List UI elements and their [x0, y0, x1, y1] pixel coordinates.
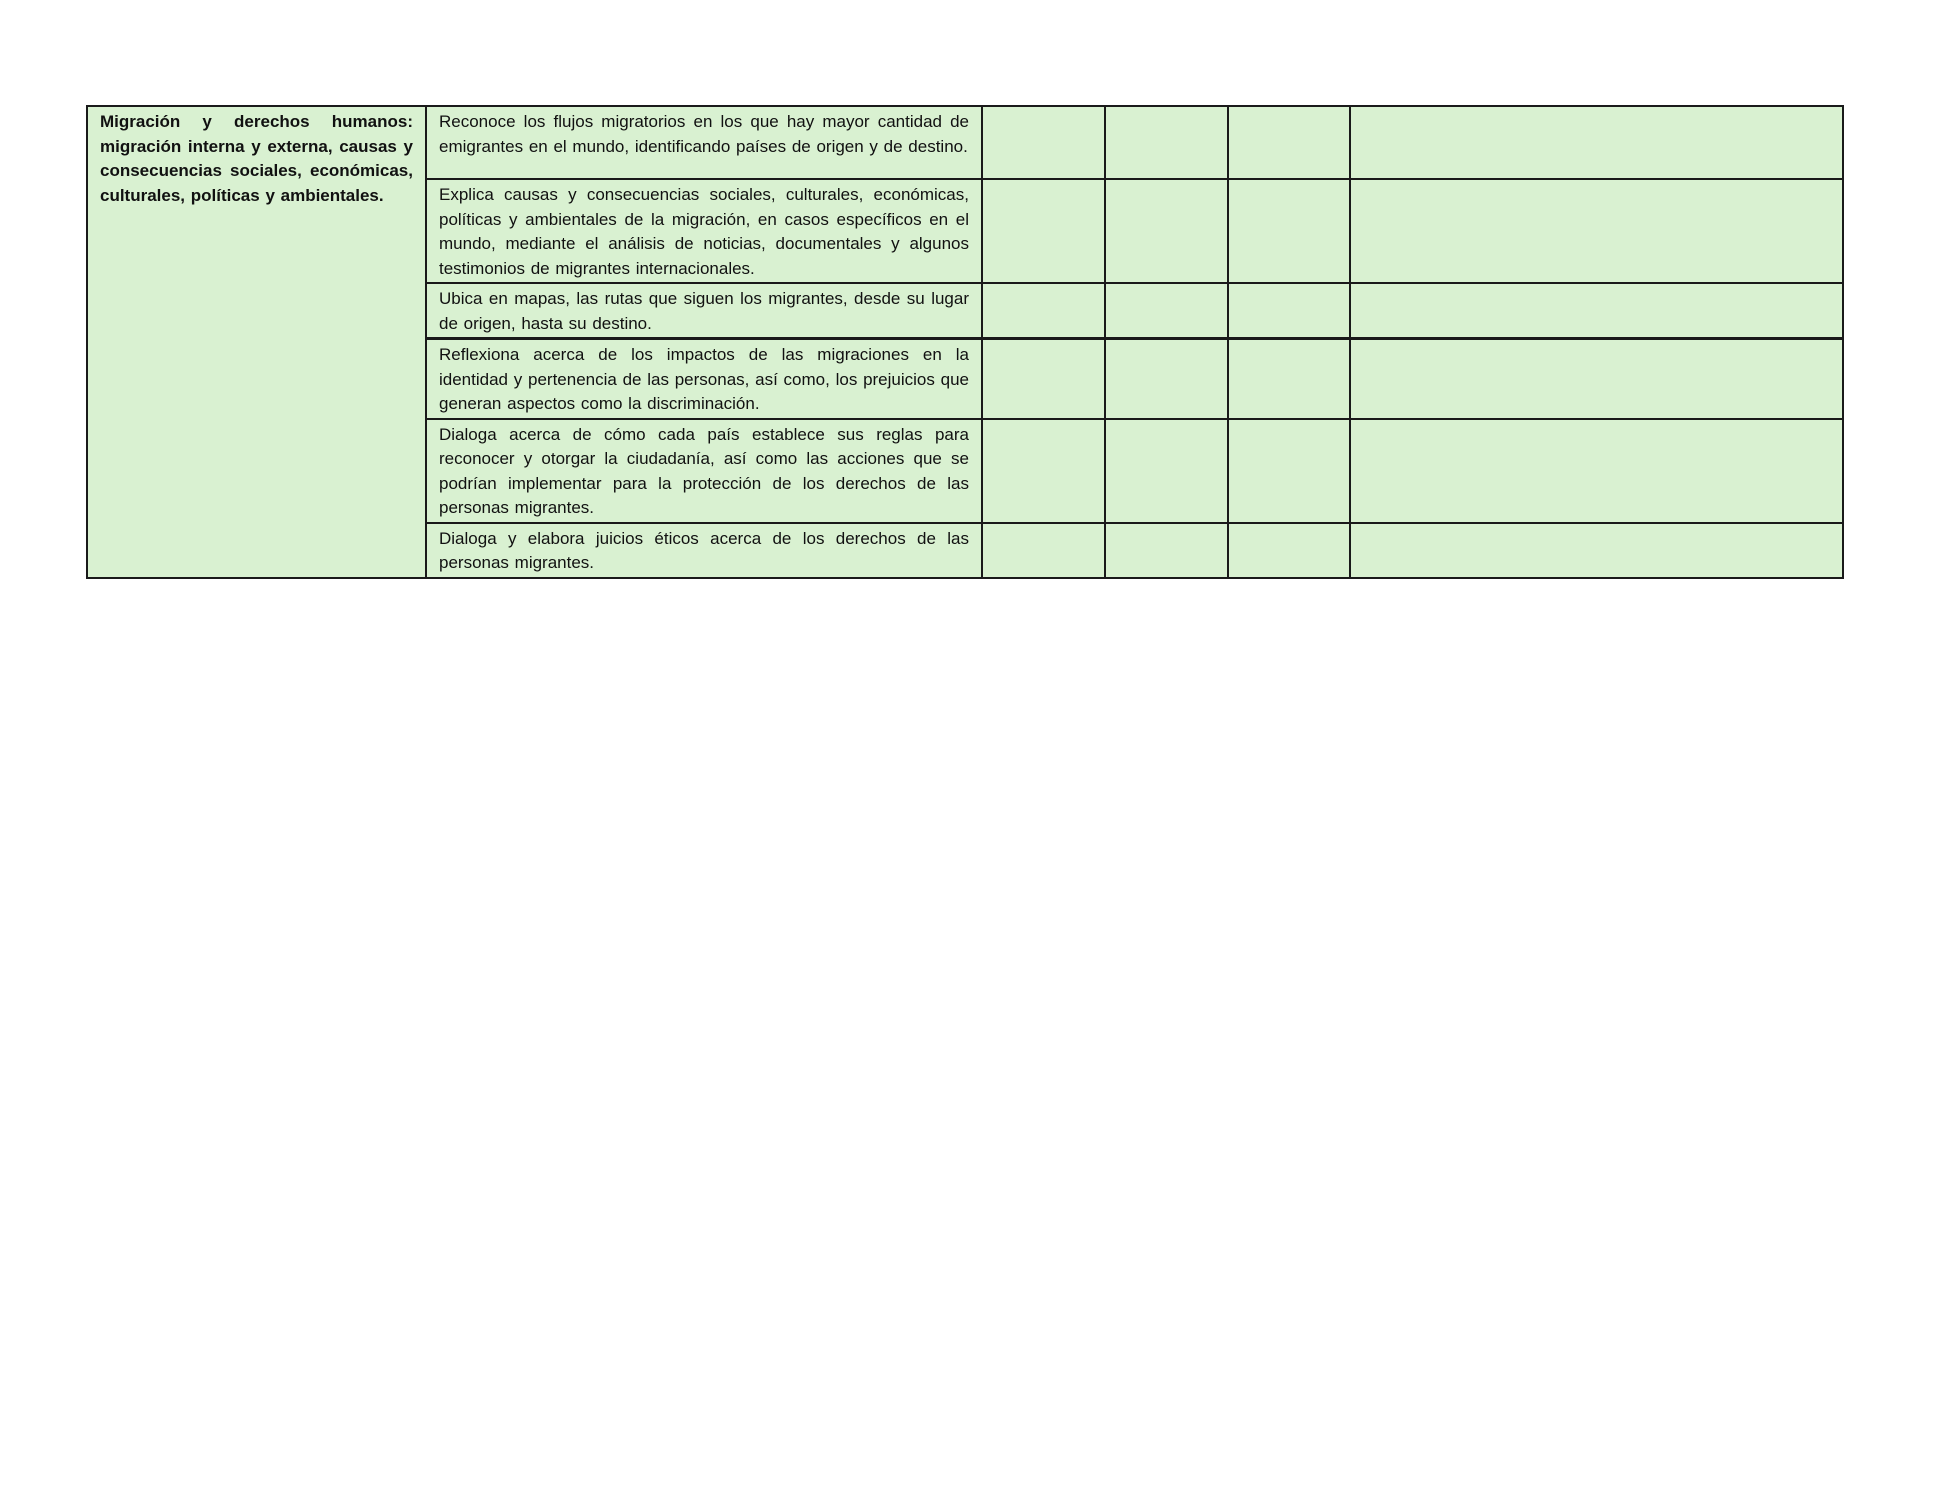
empty-cell	[982, 106, 1105, 179]
empty-cell	[1228, 106, 1350, 179]
empty-cell	[982, 523, 1105, 578]
empty-cell	[1228, 179, 1350, 283]
learning-outcome-cell: Reconoce los flujos migratorios en los que hay mayor cantidad de emigrantes en el mundo, identificando países de origen y de destino.	[426, 106, 982, 179]
learning-outcomes-table	[86, 105, 1844, 579]
empty-cell	[982, 419, 1105, 523]
learning-outcome-cell: Reflexiona acerca de los impactos de las migraciones en la identidad y pertenencia de las personas, así como, los prejuicios que generan aspectos como la discriminación.	[426, 339, 982, 419]
empty-cell	[1228, 419, 1350, 523]
empty-cell	[1105, 106, 1228, 179]
empty-cell	[1105, 339, 1228, 419]
empty-cell	[1350, 419, 1843, 523]
empty-cell	[982, 339, 1105, 419]
empty-cell	[982, 283, 1105, 339]
table-row	[87, 106, 1843, 179]
empty-cell	[1350, 283, 1843, 339]
learning-outcome-cell: Dialoga acerca de cómo cada país establece sus reglas para reconocer y otorgar la ciudadanía, así como las acciones que se podrían implementar para la protección de los derechos de las personas migrantes.	[426, 419, 982, 523]
empty-cell	[1105, 419, 1228, 523]
empty-cell	[1228, 339, 1350, 419]
empty-cell	[1350, 523, 1843, 578]
empty-cell	[1228, 523, 1350, 578]
empty-cell	[1228, 283, 1350, 339]
empty-cell	[982, 179, 1105, 283]
empty-cell	[1105, 283, 1228, 339]
learning-outcome-cell: Dialoga y elabora juicios éticos acerca de los derechos de las personas migrantes.	[426, 523, 982, 578]
empty-cell	[1350, 339, 1843, 419]
empty-cell	[1105, 179, 1228, 283]
empty-cell	[1350, 106, 1843, 179]
topic-cell: Migración y derechos humanos: migración interna y externa, causas y consecuencias sociales, económicas, culturales, políticas y ambientales.	[87, 106, 426, 578]
learning-outcome-cell: Explica causas y consecuencias sociales, culturales, económicas, políticas y ambientales de la migración, en casos específicos en el mundo, mediante el análisis de noticias, documentales y algunos testimonios de migrantes internacionales.	[426, 179, 982, 283]
empty-cell	[1350, 179, 1843, 283]
empty-cell	[1105, 523, 1228, 578]
learning-outcome-cell: Ubica en mapas, las rutas que siguen los migrantes, desde su lugar de origen, hasta su destino.	[426, 283, 982, 339]
